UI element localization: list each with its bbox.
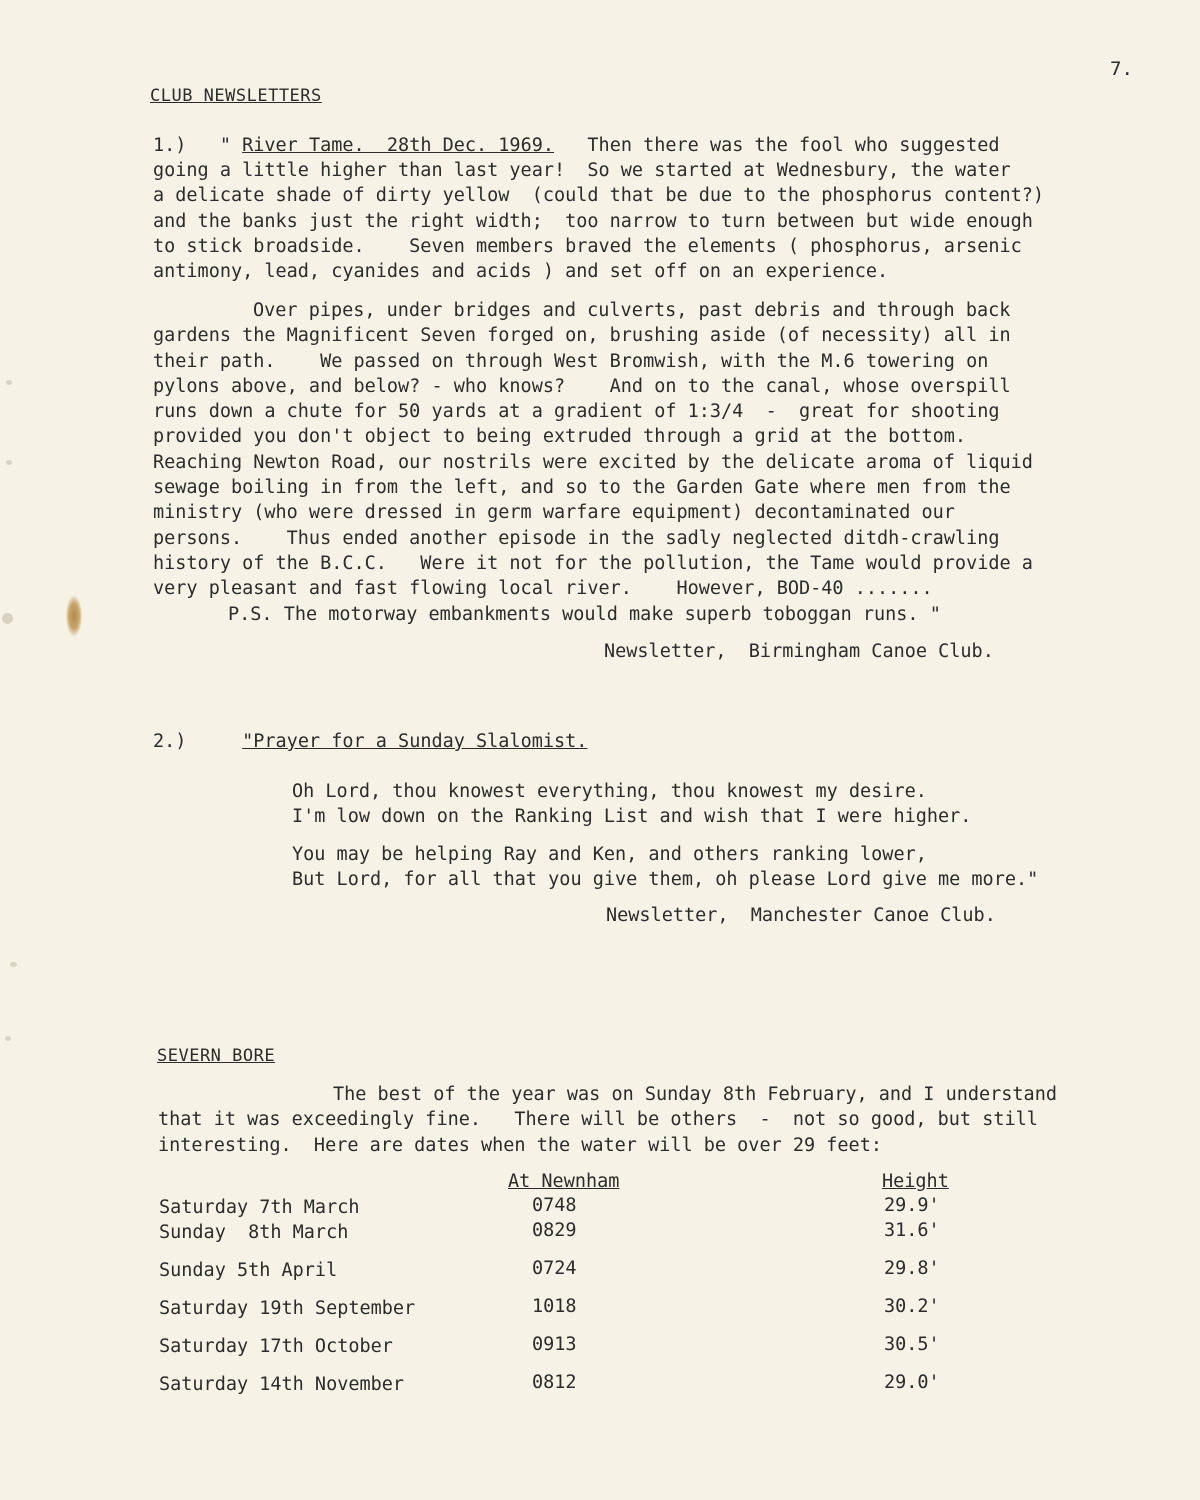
text-line: interesting. Here are dates when the water will be over 29 feet: xyxy=(158,1134,882,1156)
row-time: 1018 xyxy=(532,1296,577,1317)
punch-mark xyxy=(10,962,17,967)
text-line: and the banks just the right width; too narrow to turn between but wide enough xyxy=(153,210,1033,232)
text-line: persons. Thus ended another episode in the sadly neglected ditdh-crawling xyxy=(153,527,1000,549)
item1-number: 1.) xyxy=(153,135,187,156)
row-height: 29.8' xyxy=(884,1258,940,1279)
verse-line: Oh Lord, thou knowest everything, thou knowest my desire. xyxy=(292,781,927,802)
verse-line: I'm low down on the Ranking List and wish that I were higher. xyxy=(292,806,972,828)
text-line: sewage boiling in from the left, and so to the Garden Gate where men from the xyxy=(153,477,1011,499)
item2-number: 2.) xyxy=(153,731,187,752)
row-date: Saturday 19th September xyxy=(159,1298,416,1319)
text-line: very pleasant and fast flowing local river. However, BOD-40 ....... xyxy=(153,578,933,600)
item2-source: Newsletter, Manchester Canoe Club. xyxy=(606,905,996,926)
severn-bore-intro xyxy=(158,1082,1057,1158)
text-line: that it was exceedingly fine. There will be others - not so good, but still xyxy=(158,1109,1038,1131)
severn-bore-heading: SEVERN BORE xyxy=(157,1046,276,1066)
row-date: Sunday 5th April xyxy=(159,1260,338,1281)
text-line: their path. We passed on through West Bromwish, with the M.6 towering on xyxy=(153,350,989,372)
row-time: 0748 xyxy=(532,1195,577,1216)
verse-line: But Lord, for all that you give them, oh please Lord give me more." xyxy=(292,869,1039,891)
item1-paragraph1 xyxy=(153,158,1044,284)
text-line: antimony, lead, cyanides and acids ) and set off on an experience. xyxy=(153,261,889,283)
verse-line: You may be helping Ray and Ken, and others ranking lower, xyxy=(292,844,927,865)
row-height: 30.2' xyxy=(884,1296,940,1317)
item2-heading-line xyxy=(153,729,587,754)
row-height: 30.5' xyxy=(884,1334,940,1355)
item1-paragraph2 xyxy=(153,298,1033,627)
page-number: 7. xyxy=(1110,58,1133,80)
col-header-height: Height xyxy=(882,1171,949,1192)
text-line: P.S. The motorway embankments would make superb toboggan runs. " xyxy=(228,603,941,625)
punch-hole xyxy=(2,613,13,624)
row-date: Saturday 7th March xyxy=(159,1197,360,1218)
punch-mark xyxy=(5,1036,11,1041)
row-height: 31.6' xyxy=(884,1220,940,1241)
text-line: going a little higher than last year! So we started at Wednesbury, the water xyxy=(153,160,1011,181)
text-line: runs down a chute for 50 yards at a gradient of 1:3/4 - great for shooting xyxy=(153,401,1000,423)
item1-source: Newsletter, Birmingham Canoe Club. xyxy=(604,641,994,662)
item1-title: River Tame. 28th Dec. 1969. xyxy=(242,135,554,156)
col-header-at-newnham: At Newnham xyxy=(508,1171,620,1192)
text-line: pylons above, and below? - who knows? And on to the canal, whose overspill xyxy=(153,375,1011,397)
row-height: 29.9' xyxy=(884,1195,940,1216)
row-date: Sunday 8th March xyxy=(159,1222,349,1243)
row-time: 0829 xyxy=(532,1220,577,1241)
text-line: Reaching Newton Road, our nostrils were excited by the delicate aroma of liquid xyxy=(153,451,1033,473)
row-height: 29.0' xyxy=(884,1372,940,1393)
club-newsletters-heading: CLUB NEWSLETTERS xyxy=(150,86,322,106)
row-date: Saturday 17th October xyxy=(159,1336,393,1357)
stain-mark xyxy=(66,596,82,636)
text-line: history of the B.C.C. Were it not for the pollution, the Tame would provide a xyxy=(153,552,1033,574)
item1-first-line-rest: Then there was the fool who suggested xyxy=(587,135,1000,156)
text-line: to stick broadside. Seven members braved the elements ( phosphorus, arsenic xyxy=(153,235,1022,257)
text-line: a delicate shade of dirty yellow (could that be due to the phosphorus content?) xyxy=(153,185,1045,207)
row-time: 0724 xyxy=(532,1258,577,1279)
text-line: provided you don't object to being extruded through a grid at the bottom. xyxy=(153,426,967,448)
item2-title: "Prayer for a Sunday Slalomist. xyxy=(242,731,588,752)
item2-verse1 xyxy=(292,779,971,830)
punch-mark xyxy=(6,460,12,465)
item1-first-line: 1.) " River Tame. 28th Dec. 1969. Then there was the fool who suggested xyxy=(153,135,1000,156)
row-time: 0913 xyxy=(532,1334,577,1355)
row-time: 0812 xyxy=(532,1372,577,1393)
item2-verse2 xyxy=(292,842,1038,893)
text-line: The best of the year was on Sunday 8th February, and I understand xyxy=(333,1084,1057,1105)
text-line: gardens the Magnificent Seven forged on, brushing aside (of necessity) all in xyxy=(153,325,1011,347)
text-line: Over pipes, under bridges and culverts, past debris and through back xyxy=(253,300,1011,321)
punch-mark xyxy=(6,380,12,385)
text-line: ministry (who were dressed in germ warfare equipment) decontaminated our xyxy=(153,502,955,524)
row-date: Saturday 14th November xyxy=(159,1374,405,1395)
